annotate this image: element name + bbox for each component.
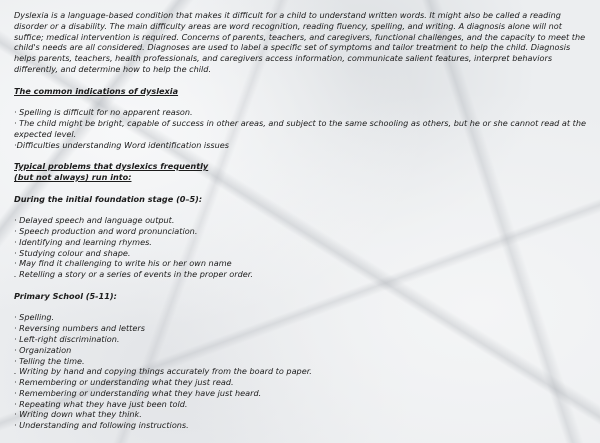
spacer bbox=[14, 183, 588, 194]
indications-heading: The common indications of dyslexia bbox=[14, 85, 179, 96]
list-item: . Retelling a story or a series of events in the proper order. bbox=[14, 269, 253, 280]
indications-list bbox=[14, 107, 588, 150]
foundation-heading: During the initial foundation stage (0–5): bbox=[14, 193, 203, 204]
list-item: ·Difficulties understanding Word identification issues bbox=[14, 139, 230, 150]
spacer bbox=[14, 75, 588, 86]
list-item: · Repeating what they have just been told. bbox=[14, 398, 188, 409]
foundation-list bbox=[14, 215, 588, 280]
spacer bbox=[14, 204, 588, 215]
list-item: · Remembering or understanding what they have just heard. bbox=[14, 387, 262, 398]
list-item: · Left-right discrimination. bbox=[14, 333, 120, 344]
list-item: · Telling the time. bbox=[14, 355, 85, 366]
list-item: · Identifying and learning rhymes. bbox=[14, 236, 152, 247]
list-item: · Spelling. bbox=[14, 312, 55, 323]
spacer bbox=[14, 302, 588, 313]
list-item: · Writing down what they think. bbox=[14, 409, 142, 420]
list-item: · Spelling is difficult for no apparent reason. bbox=[14, 107, 193, 118]
list-item: · Studying colour and shape. bbox=[14, 247, 131, 258]
list-item: · May find it challenging to write his or her own name bbox=[14, 258, 232, 269]
spacer bbox=[14, 280, 588, 291]
list-item: · Understanding and following instructions. bbox=[14, 420, 189, 431]
list-item: · Delayed speech and language output. bbox=[14, 215, 175, 226]
spacer bbox=[14, 150, 588, 161]
primary-heading: Primary School (5-11): bbox=[14, 290, 117, 301]
document-body bbox=[14, 10, 588, 431]
problems-heading: Typical problems that dyslexics frequently (but not always) run into: bbox=[14, 161, 209, 182]
primary-list bbox=[14, 312, 588, 431]
list-item: · Reversing numbers and letters bbox=[14, 323, 145, 334]
list-item: · Remembering or understanding what they just read. bbox=[14, 377, 234, 388]
spacer bbox=[14, 96, 588, 107]
list-item: . Writing by hand and copying things accurately from the board to paper. bbox=[14, 366, 312, 377]
list-item: · Speech production and word pronunciation. bbox=[14, 225, 198, 236]
list-item: · Organization bbox=[14, 344, 72, 355]
intro-paragraph: Dyslexia is a language-based condition that makes it difficult for a child to understand written words. It might also be called a reading disorder or a disability. The main difficulty areas are word recognition, reading fluency, spelling, and writing. A diagnosis alone will not suffice; medical intervention is required. Concerns of parents, teachers, and caregivers, functional challenges, and the capacity to meet the child's needs are all considered. Diagnoses are used to label a specific set of symptoms and tailor treatment to help the child. Diagnosis helps parents, teachers, health professionals, and caregivers access information, communicate salient features, interpret behaviors differently, and determine how to help the child. bbox=[14, 10, 586, 74]
list-item: · The child might be bright, capable of success in other areas, and subject to the same schooling as others, but he or she cannot read at the expected level. bbox=[14, 117, 586, 139]
